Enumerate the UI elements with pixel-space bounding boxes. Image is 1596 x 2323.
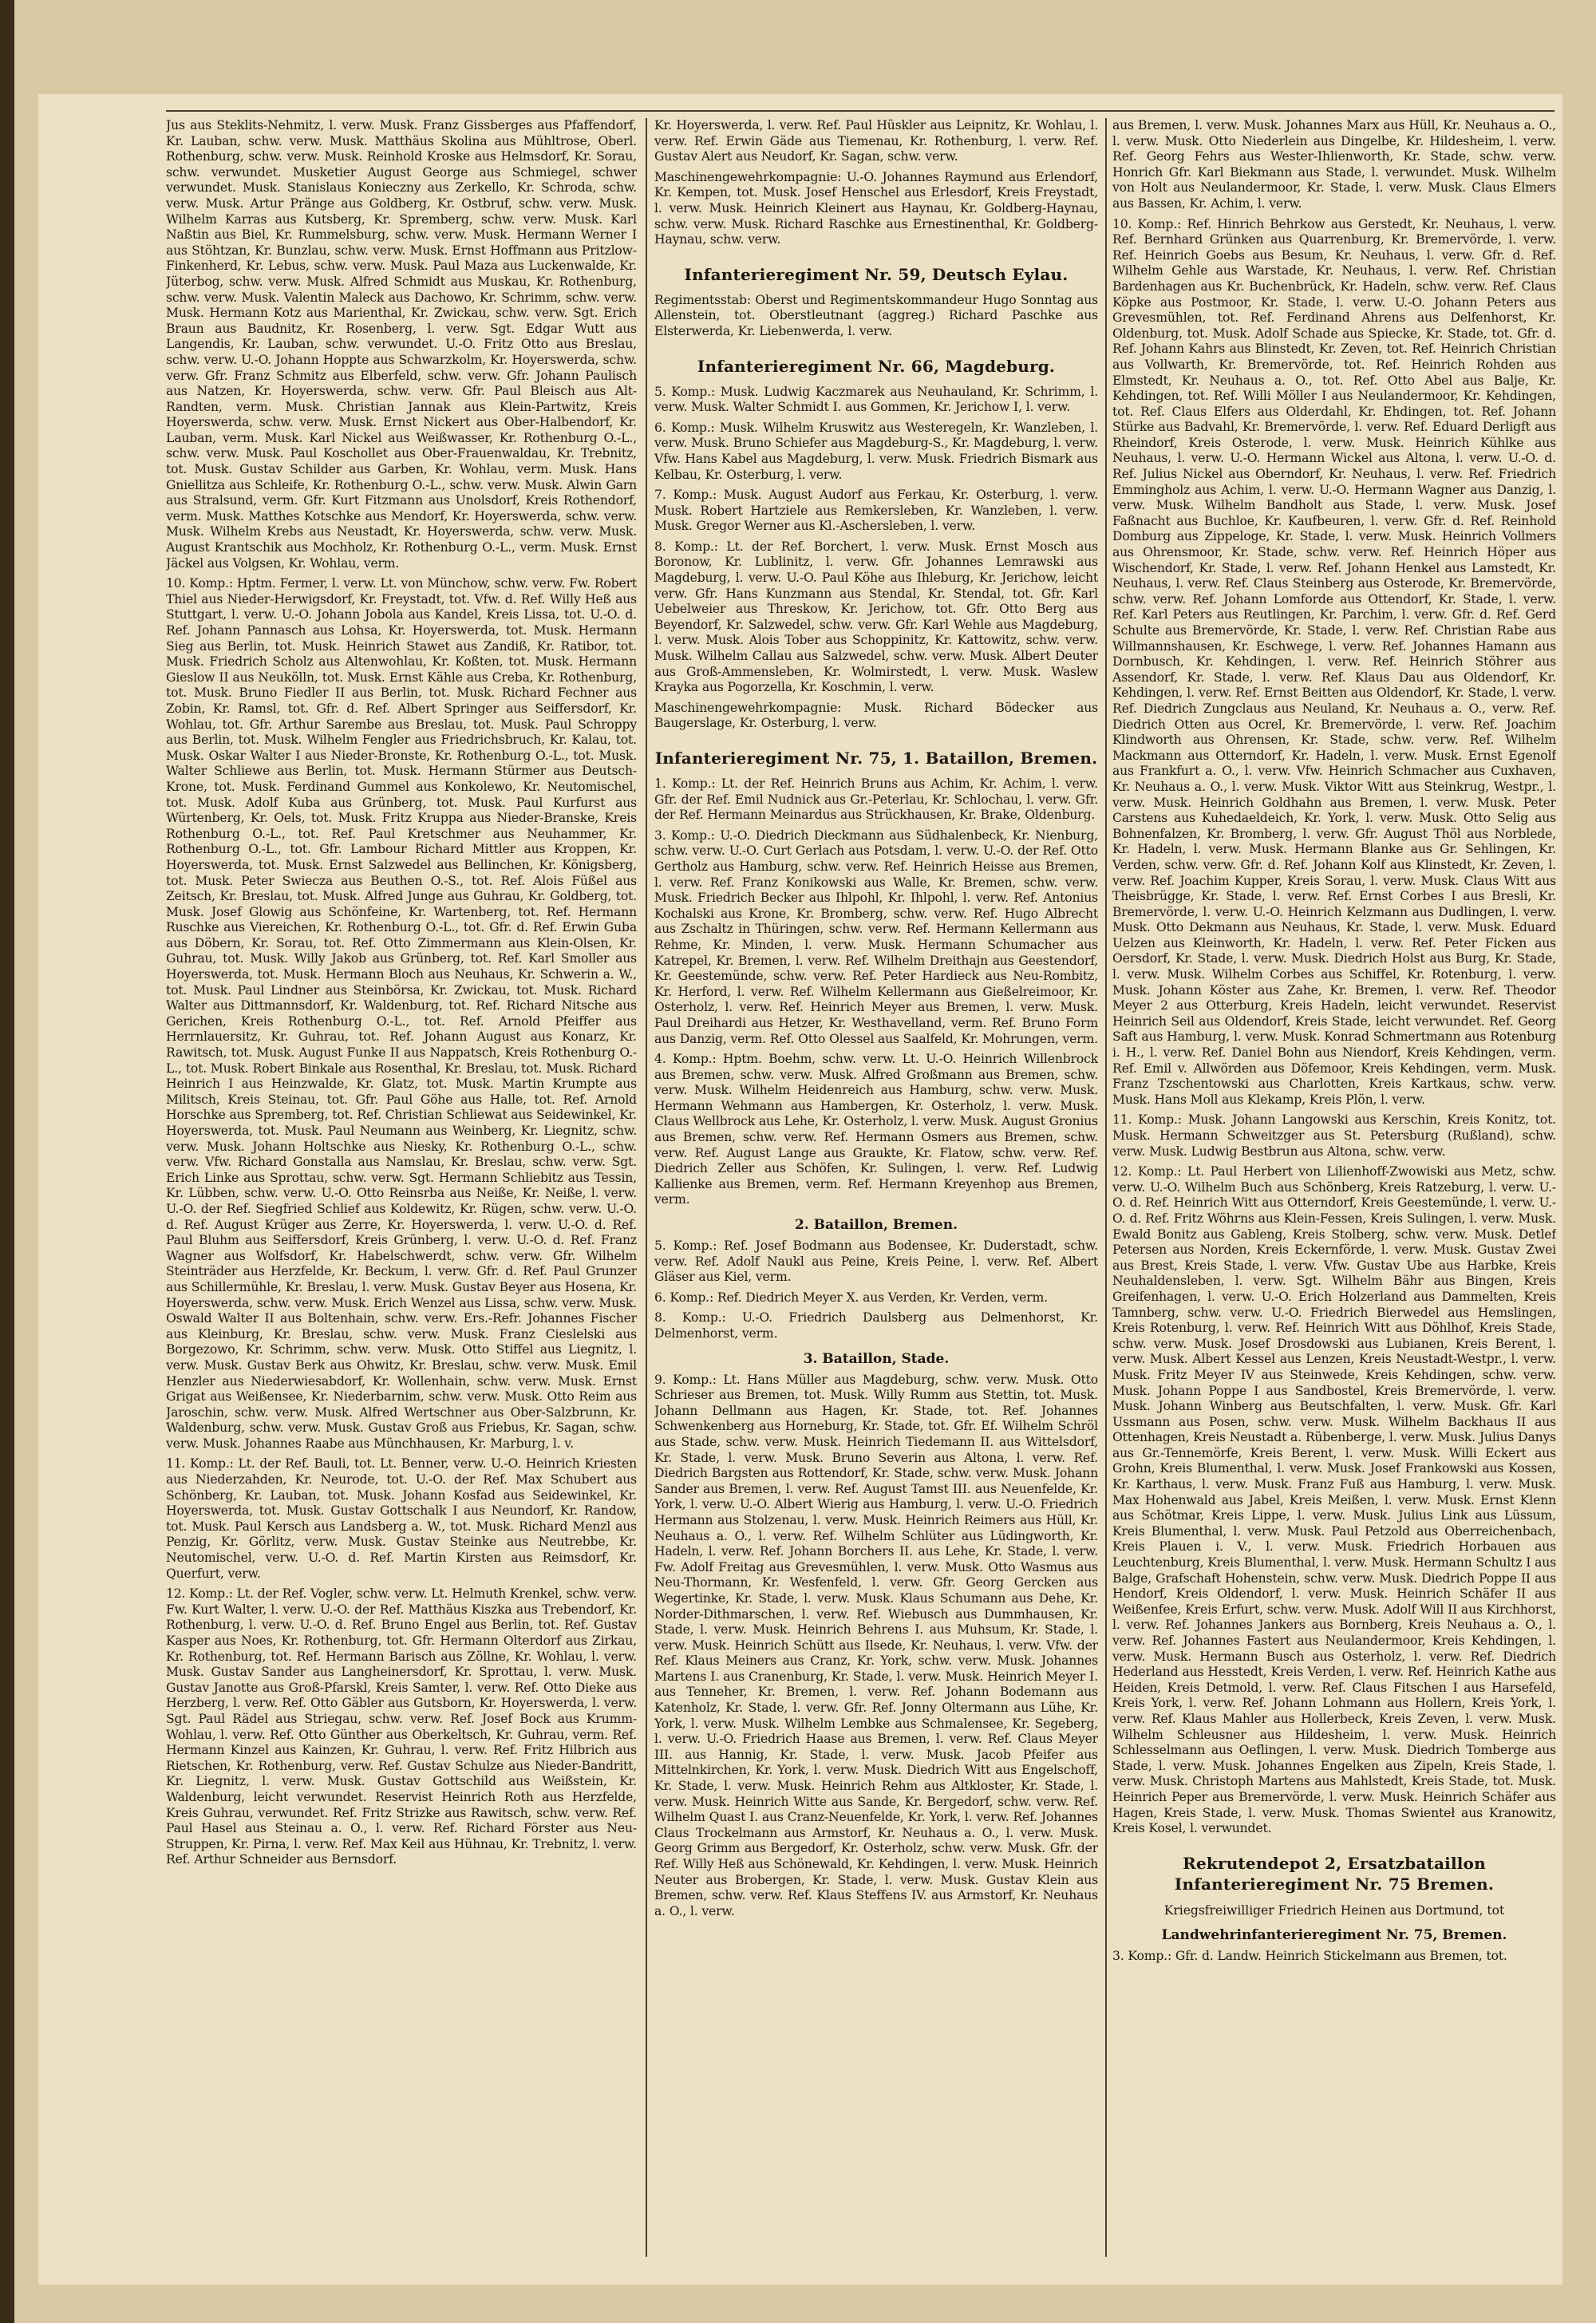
- casualty-paragraph: 11. Komp.: Lt. der Ref. Bauli, tot. Lt. Benner, verw. U.-O. Heinrich Kriesten aus Niederzahden, Kr. Neurode, tot. U.-O. der Ref. Max Schubert aus Schönberg, Kr. Lauban, tot. Musk. Johann Kosfad aus Seidewinkel, Kr. Hoyerswerda, tot. Musk. Gustav Gottschalk I aus Neundorf, Kr. Randow, tot. Musk. Paul Kersch aus Landsberg a. W., tot. Musk. Richard Menzl aus Penzig, Kr. Görlitz, verw. Musk. Gustav Steinke aus Neutrebbe, Kr. Neutomischel, verw. U.-O. d. Ref. Martin Kirsten aus Reimsdorf, Kr. Querfurt, verw.: [166, 1456, 637, 1581]
- battalion-heading-3: 3. Bataillon, Stade.: [803, 1350, 950, 1367]
- casualty-paragraph: 5. Komp.: Ref. Josef Bodmann aus Bodensee, Kr. Duderstadt, schw. verw. Ref. Adolf Naukl aus Peine, Kreis Peine, l. verw. Ref. Albert Gläser aus Kiel, verm.: [654, 1239, 1098, 1285]
- column-1: [166, 118, 637, 2273]
- casualty-paragraph: 4. Komp.: Hptm. Boehm, schw. verw. Lt. U.-O. Heinrich Willenbrock aus Bremen, schw. verw. Musk. Alfred Großmann aus Bremen, schw. verw. Musk. Wilhelm Heidenreich aus Hamburg, schw. verw. Musk. Hermann Wehmann aus Hambergen, Kr. Osterholz, l. verw. Musk. Claus Wellbrock aus Lehe, Kr. Osterholz, l. verw. Musk. August Gronius aus Bremen, schw. verw. Ref. Hermann Osmers aus Bremen, schw. verw. Ref. August Lange aus Graukte, Kr. Flatow, schw. verw. Ref. Diedrich Zeller aus Schöfen, Kr. Sulingen, l. verw. Ref. Ludwig Kallienke aus Bremen, verm. Ref. Hermann Kreyenhop aus Bremen, verm.: [654, 1052, 1098, 1207]
- depot-entry: Kriegsfreiwilliger Friedrich Heinen aus Dortmund, tot: [1163, 1902, 1505, 1918]
- casualty-paragraph: 6. Komp.: Musk. Wilhelm Kruswitz aus Westeregeln, Kr. Wanzleben, l. verw. Musk. Bruno Schiefer aus Magdeburg-S., Kr. Magdeburg, l. verw. Vfw. Hans Kabel aus Magdeburg, l. verw. Musk. Friedrich Bismark aus Kelbau, Kr. Osterburg, l. verw.: [654, 420, 1098, 482]
- casualty-paragraph: 10. Komp.: Ref. Hinrich Behrkow aus Gerstedt, Kr. Neuhaus, l. verw. Ref. Bernhard Grünken aus Quarrenburg, Kr. Bremervörde, l. verw. Ref. Heinrich Goebs aus Besum, Kr. Neuhaus, l. verw. Gfr. d. Ref. Wilhelm Gehle aus Warstade, Kr. Neuhaus, l. verw. Ref. Christian Bardenhagen aus Kr. Buchenbrück, Kr. Hadeln, schw. verw. Ref. Claus Köpke aus Postmoor, Kr. Stade, l. verw. U.-O. Johann Peters aus Grevesmühlen, tot. Ref. Ferdinand Ahrens aus Delfenhorst, Kr. Oldenburg, tot. Musk. Adolf Schade aus Spiecke, Kr. Stade, tot. Gfr. d. Ref. Johann Kahrs aus Blinstedt, Kr. Zeven, tot. Ref. Heinrich Christian aus Vollwarth, Kr. Bremervörde, tot. Ref. Heinrich Rohden aus Elmstedt, Kr. Neuhaus a. O., tot. Ref. Otto Abel aus Balje, Kr. Kehdingen, tot. Ref. Willi Möller I aus Neulandermoor, Kr. Kehdingen, tot. Ref. Claus Elfers aus Olderdahl, Kr. Ehdingen, tot. Ref. Johann Stürke aus Badvahl, Kr. Bremervörde, l. verw. Ref. Eduard Derligft aus Rheindorf, Kreis Osterode, l. verw. Musk. Heinrich Kühlke aus Neuhaus, l. verw. U.-O. Hermann Wickel aus Altona, l. verw. U.-O. d. Ref. Julius Nickel aus Oberndorf, Kr. Neuhaus, l. verw. Ref. Friedrich Emmingholz aus Achim, l. verw. U.-O. Hermann Wagner aus Danzig, l. verw. Musk. Wilhelm Bandholt aus Stade, l. verw. Musk. Josef Faßnacht aus Buchloe, Kr. Kaufbeuren, l. verw. Gfr. d. Ref. Reinhold Domburg aus Zippeloge, Kr. Stade, l. verw. Musk. Heinrich Vollmers aus Ohrensmoor, Kr. Stade, schw. verw. Ref. Heinrich Höper aus Wischendorf, Kr. Stade, l. verw. Ref. Johann Henkel aus Lamstedt, Kr. Neuhaus, l. verw. Ref. Claus Steinberg aus Osterode, Kr. Bremervörde, schw. verw. Ref. Johann Lomforde aus Ottendorf, Kr. Stade, l. verw. Ref. Karl Peters aus Reutlingen, Kr. Parchim, l. verw. Gfr. d. Ref. Gerd Schulte aus Bremervörde, Kr. Stade, l. verw. Ref. Christian Rabe aus Willmannshausen, Kr. Eschwege, l. verw. Ref. Johannes Hamann aus Dornbusch, Kr. Kehdingen, l. verw. Ref. Heinrich Stöhrer aus Assendorf, Kr. Stade, l. verw. Ref. Klaus Dau aus Oldendorf, Kr. Kehdingen, l. verw. Ref. Ernst Beitten aus Oldendorf, Kr. Stade, l. verw. Ref. Diedrich Zungclaus aus Neuland, Kr. Neuhaus a. O., verw. Ref. Diedrich Otten aus Ocrel, Kr. Bremervörde, l. verw. Ref. Joachim Klindworth aus Ohrensen, Kr. Stade, schw. verw. Ref. Wilhelm Mackmann aus Otterndorf, Kr. Hadeln, l. verw. Musk. Ernst Egenolf aus Frankfurt a. O., l. verw. Vfw. Heinrich Schmacher aus Cuxhaven, Kr. Neuhaus a. O., l. verw. Musk. Viktor Witt aus Steinkrug, Westpr., l. verw. Musk. Heinrich Goldhahn aus Bremen, l. verw. Musk. Peter Carstens aus Kuhedaeldeich, Kr. York, l. verw. Musk. Otto Selig aus Bohnenfalzen, Kr. Bromberg, l. verw. Gfr. August Thöl aus Norblede, Kr. Hadeln, l. verw. Musk. Hermann Blanke aus Gr. Sehlingen, Kr. Verden, schw. verw. Gfr. d. Ref. Johann Kolf aus Klinstedt, Kr. Zeven, l. verw. Ref. Joachim Kupper, Kreis Sorau, l. verw. Musk. Claus Witt aus Theisbrügge, Kr. Stade, l. verw. Ref. Ernst Corbes I aus Bresli, Kr. Bremervörde, l. verw. U.-O. Heinrich Kelzmann aus Dudlingen, l. verw. Musk. Otto Dekmann aus Neuhaus, Kr. Stade, l. verw. Musk. Eduard Uelzen aus Kleinworth, Kr. Hadeln, l. verw. Ref. Peter Ficken aus Oersdorf, Kr. Stade, l. verw. Musk. Diedrich Holst aus Burg, Kr. Stade, l. verw. Musk. Wilhelm Corbes aus Schiffel, Kr. Rotenburg, l. verw. Musk. Johann Köster aus Zahe, Kr. Bremen, l. verw. Ref. Theodor Meyer 2 aus Otterburg, Kreis Hadeln, leicht verwundet. Reservist Heinrich Seil aus Oldendorf, Kreis Stade, leicht verwundet. Ref. Georg Saft aus Hamburg, l. verw. Musk. Konrad Schmertmann aus Rotenburg i. H., l. verw. Ref. Daniel Bohn aus Niendorf, Kreis Kehdingen, verm. Ref. Emil v. Allwörden aus Döfemoor, Kreis Kehdingen, verm. Musk. Franz Tzschentowski aus Charlotten, Kreis Kartkaus, schw. verw. Musk. Hans Moll aus Klekamp, Kreis Plön, l. verw.: [1112, 216, 1556, 1107]
- casualty-paragraph: 11. Komp.: Musk. Johann Langowski aus Kerschin, Kreis Konitz, tot. Musk. Hermann Schweitzger aus St. Petersburg (Rußland), schw. verw. Musk. Ludwig Bestbrun aus Altona, schw. verw.: [1112, 1112, 1556, 1159]
- landwehr-heading: Landwehrinfanterieregiment Nr. 75, Bremen.: [1161, 1926, 1507, 1943]
- casualty-paragraph: aus Bremen, l. verw. Musk. Johannes Marx aus Hüll, Kr. Neuhaus a. O., l. verw. Musk. Otto Niederlein aus Dingelbe, Kr. Hildesheim, l. verw. Ref. Georg Fehrs aus Wester-Ihlienworth, Kr. Stade, schw. verw. Honrich Gfr. Karl Biekmann aus Stade, l. verwundet. Musk. Wilhelm von Holt aus Neulandermoor, Kr. Stade, l. verw. Musk. Claus Elmers aus Bassen, Kr. Achim, l. verw.: [1112, 118, 1556, 211]
- casualty-paragraph: 8. Komp.: U.-O. Friedrich Daulsberg aus Delmenhorst, Kr. Delmenhorst, verm.: [654, 1310, 1098, 1341]
- casualty-paragraph: 7. Komp.: Musk. August Audorf aus Ferkau, Kr. Osterburg, l. verw. Musk. Robert Hartziele aus Remkersleben, Kr. Wanzleben, l. verw. Musk. Gregor Werner aus Kl.-Aschersleben, l. verw.: [654, 488, 1098, 534]
- landwehr-entry: 3. Komp.: Gfr. d. Landw. Heinrich Stickelmann aus Bremen, tot.: [1112, 1948, 1507, 1963]
- regiment-heading-59: Infanterieregiment Nr. 59, Deutsch Eylau.: [684, 264, 1069, 284]
- casualty-paragraph: 5. Komp.: Musk. Ludwig Kaczmarek aus Neuhauland, Kr. Schrimm, l. verw. Musk. Walter Schmidt I. aus Gommen, Kr. Jerichow I, l. verw.: [654, 384, 1098, 415]
- newspaper-page: [38, 94, 1562, 2285]
- column-3: [1112, 118, 1556, 2281]
- casualty-paragraph: 8. Komp.: Lt. der Ref. Borchert, l. verw. Musk. Ernst Mosch aus Boronow, Kr. Lublinitz, l. verw. Gfr. Johannes Lemrawski aus Magdeburg, l. verw. U.-O. Paul Köhe aus Ihleburg, Kr. Jerichow, leicht verw. Gfr. Hans Kunzmann aus Stendal, Kr. Stendal, tot. Gfr. Karl Uebelweier aus Threskow, Kr. Jerichow, tot. Gfr. Otto Berg aus Beyendorf, Kr. Salzwedel, schw. verw. Gfr. Karl Wehle aus Magdeburg, l. verw. Musk. Alois Tober aus Schoppinitz, Kr. Kattowitz, schw. verw. Musk. Wilhelm Callau aus Salzwedel, schw. verw. Musk. Albert Deuter aus Groß-Ammensleben, Kr. Wolmirstedt, l. verw. Musk. Waslew Krayka aus Pogorzella, Kr. Koschmin, l. verw.: [654, 539, 1098, 695]
- battalion-heading-2: 2. Bataillon, Bremen.: [794, 1217, 958, 1234]
- casualty-paragraph: Regimentsstab: Oberst und Regimentskommandeur Hugo Sonntag aus Allenstein, tot. Oberstleutnant (aggreg.) Richard Paschke aus Elsterwerda, Kr. Liebenwerda, l. verw.: [654, 292, 1098, 338]
- casualty-paragraph: Jus aus Steklits-Nehmitz, l. verw. Musk. Franz Gissberges aus Pfaffendorf, Kr. Lauban, schw. verw. Musk. Matthäus Skolina aus Mühltrose, Oberl. Rothenburg, schw. verw. Musk. Reinhold Kroske aus Helmsdorf, Kr. Sorau, schw. verwundet. Musketier August George aus Schmiegel, schwer verwundet. Musk. Stanislaus Konieczny aus Zerkello, Kr. Schroda, schw. verw. Musk. Artur Pränge aus Goldberg, Kr. Ostbruf, schw. verw. Musk. Wilhelm Karras aus Kutsberg, Kr. Spremberg, schw. verw. Musk. Karl Naßtin aus Biel, Kr. Rummelsburg, schw. verw. Musk. Hermann Werner I aus Stöhtzan, Kr. Bunzlau, schw. verw. Musk. Ernst Hoffmann aus Pritzlow-Finkenherd, Kr. Lebus, schw. verw. Musk. Paul Maza aus Luckenwalde, Kr. Jüterbog, schw. verw. Musk. Alfred Schmidt aus Muskau, Kr. Rothenburg, schw. verw. Musk. Valentin Maleck aus Dachowo, Kr. Schrimm, schw. verw. Musk. Hermann Kotz aus Marienthal, Kr. Zwickau, schw. verw. Sgt. Erich Braun aus Baudnitz, Kr. Rosenberg, l. verw. Sgt. Edgar Wutt aus Langendis, Kr. Lauban, schw. verwundet. U.-O. Fritz Otto aus Breslau, schw. verw. U.-O. Johann Hoppte aus Schwarzkolm, Kr. Hoyerswerda, schw. verw. Gfr. Franz Schmitz aus Elberfeld, schw. verw. Gfr. Johann Paulisch aus Natzen, Kr. Hoyerswerda, schw. verw. Gfr. Paul Bleisch aus Alt-Randten, verm. Musk. Christian Jannak aus Klein-Partwitz, Kreis Hoyerswerda, schw. verw. Musk. Ernst Nickert aus Ober-Halbendorf, Kr. Lauban, verm. Musk. Karl Nickel aus Weißwasser, Kr. Rothenburg O.-L., schw. verw. Musk. Paul Koschollet aus Ober-Frauenwaldau, Kr. Trebnitz, tot. Musk. Gustav Schilder aus Garben, Kr. Wohlau, verm. Musk. Hans Gniellitza aus Schleife, Kr. Rothenburg O.-L., schw. verw. Musk. Alwin Garn aus Stralsund, verm. Gfr. Kurt Fitzmann aus Unolsdorf, Kreis Rothendorf, verm. Musk. Matthes Kotschke aus Mendorf, Kr. Hoyerswerda, schw. verw. Musk. Wilhelm Krebs aus Neustadt, Kr. Hoyerswerda, schw. verw. Musk. August Krantschik aus Mochholz, Kr. Rothenburg O.-L., verm. Musk. Ernst Jäckel aus Volgsen, Kr. Wohlau, verm.: [166, 118, 637, 571]
- column-2: [654, 118, 1098, 2273]
- casualty-paragraph: 3. Komp.: U.-O. Diedrich Dieckmann aus Südhalenbeck, Kr. Nienburg, schw. verw. U.-O. Curt Gerlach aus Potsdam, l. verw. U.-O. der Ref. Otto Gertholz aus Hamburg, schw. verw. Ref. Heinrich Heisse aus Bremen, l. verw. Ref. Franz Konikowski aus Walle, Kr. Bremen, schw. verw. Musk. Friedrich Becker aus Ihlpohl, Kr. Ihlpohl, l. verw. Ref. Antonius Kochalski aus Krone, Kr. Bromberg, schw. verw. Ref. Hugo Albrecht aus Zschaltz in Thüringen, schw. verw. Ref. Hermann Kellermann aus Rehme, Kr. Minden, l. verw. Musk. Hermann Schumacher aus Katrepel, Kr. Bremen, l. verw. Ref. Wilhelm Dreithajn aus Geestendorf, Kr. Geestemünde, schw. verw. Ref. Peter Hardieck aus Neu-Rombitz, Kr. Herford, l. verw. Ref. Wilhelm Kellermann aus Gießelreimoor, Kr. Osterholz, l. verw. Ref. Heinrich Meyer aus Bremen, l. verw. Musk. Paul Dreihardi aus Hetzer, Kr. Westhavelland, verm. Ref. Bruno Form aus Danzig, verm. Ref. Otto Olessel aus Saalfeld, Kr. Mohrungen, verm.: [654, 828, 1098, 1046]
- top-rule: [166, 110, 1555, 112]
- column-rule-2: [1105, 118, 1107, 2257]
- column-rule-1: [646, 118, 647, 2257]
- depot-heading: Rekrutendepot 2, Ersatzbataillon Infanterieregiment Nr. 75 Bremen.: [1174, 1853, 1495, 1894]
- regiment-heading-75: Infanterieregiment Nr. 75, 1. Bataillon, Bremen.: [654, 749, 1098, 768]
- casualty-paragraph: Kr. Hoyerswerda, l. verw. Ref. Paul Hüskler aus Leipnitz, Kr. Wohlau, l. verw. Ref. Erwin Gäde aus Tiemenau, Kr. Rothenburg, l. verw. Ref. Gustav Alert aus Neudorf, Kr. Sagan, schw. verw.: [654, 118, 1098, 164]
- casualty-paragraph: 6. Komp.: Ref. Diedrich Meyer X. aus Verden, Kr. Verden, verm.: [654, 1290, 1048, 1305]
- casualty-paragraph: 10. Komp.: Hptm. Fermer, l. verw. Lt. von Münchow, schw. verw. Fw. Robert Thiel aus Nieder-Herwigsdorf, Kr. Freystadt, tot. Vfw. d. Ref. Willy Heß aus Stuttgart, l. verw. U.-O. Johann Jobola aus Kandel, Kreis Lissa, tot. U.-O. d. Ref. Johann Pannasch aus Lohsa, Kr. Hoyerswerda, tot. Musk. Hermann Sieg aus Berlin, tot. Musk. Heinrich Stawet aus Zandiß, Kr. Ratibor, tot. Musk. Friedrich Scholz aus Altenwohlau, Kr. Koßten, tot. Musk. Hermann Gieslow II aus Neukölln, tot. Musk. Ernst Kähle aus Creba, Kr. Rothenburg, tot. Musk. Bruno Fiedler II aus Berlin, tot. Musk. Richard Fechner aus Zobin, Kr. Ramsl, tot. Gfr. d. Ref. Albert Springer aus Seiffersdorf, Kr. Wohlau, tot. Gfr. Arthur Sarembe aus Breslau, tot. Musk. Paul Schroppy aus Berlin, tot. Musk. Wilhelm Fengler aus Friedrichsbruch, Kr. Kalau, tot. Musk. Oskar Walter I aus Nieder-Bronste, Kr. Rothenburg O.-L., tot. Musk. Walter Schliewe aus Berlin, tot. Musk. Hermann Stürmer aus Deutsch-Krone, tot. Musk. Ferdinand Gummel aus Konkolewo, Kr. Neutomischel, tot. Musk. Adolf Kuba aus Grünberg, tot. Musk. Paul Kurfurst aus Würtenberg, Kr. Oels, tot. Musk. Fritz Kruppa aus Nieder-Branske, Kreis Rothenburg O.-L., tot. Ref. Paul Kretschmer aus Neuhammer, Kr. Rothenburg O.-L., tot. Gfr. Lambour Richard Mittler aus Kroppen, Kr. Hoyerswerda, tot. Musk. Ernst Salzwedel aus Bellinchen, Kr. Königsberg, tot. Musk. Peter Swiecza aus Beuthen O.-S., tot. Ref. Alois Füßel aus Zeitsch, Kr. Breslau, tot. Musk. Alfred Junge aus Guhrau, Kr. Goldberg, tot. Musk. Josef Glowig aus Schönfeine, Kr. Wartenberg, tot. Ref. Hermann Ruschke aus Viereichen, Kr. Rothenburg O.-L., tot. Gfr. d. Ref. Erwin Guba aus Döbern, Kr. Sorau, tot. Ref. Otto Zimmermann aus Klein-Olsen, Kr. Guhrau, tot. Musk. Willy Jakob aus Grünberg, tot. Ref. Karl Smoller aus Hoyerswerda, tot. Musk. Hermann Bloch aus Neuhaus, Kr. Schwerin a. W., tot. Musk. Paul Lindner aus Steinbörsa, Kr. Zwickau, tot. Musk. Richard Walter aus Dittmannsdorf, Kr. Waldenburg, tot. Ref. Richard Nitsche aus Gerichen, Kreis Rothenburg O.-L., tot. Ref. Arnold Pfeiffer aus Herrnlauersitz, Kr. Guhrau, tot. Ref. Johann August aus Konarz, Kr. Rawitsch, tot. Musk. August Funke II aus Nappatsch, Kreis Rothenburg O.-L., tot. Musk. Robert Binkale aus Rosenthal, Kr. Breslau, tot. Musk. Richard Heinrich I aus Heinzwalde, Kr. Glatz, tot. Musk. Martin Krumpte aus Militsch, Kreis Steinau, tot. Gfr. Paul Göhe aus Halle, tot. Ref. Arnold Horschke aus Spremberg, tot. Ref. Christian Schliewat aus Seidewinkel, Kr. Hoyerswerda, tot. Musk. Paul Neumann aus Weinberg, Kr. Liegnitz, schw. verw. Musk. Johann Holtschke aus Niesky, Kr. Rothenburg O.-L., schw. verw. Vfw. Richard Gonstalla aus Namslau, Kr. Breslau, schw. verw. Sgt. Erich Linke aus Sprottau, schw. verw. Sgt. Hermann Schliebitz aus Tessin, Kr. Lübben, schw. verw. U.-O. Otto Reinsrba aus Neiße, Kr. Neiße, l. verw. U.-O. der Ref. Siegfried Schlief aus Koldewitz, Kr. Rügen, schw. verw. U.-O. d. Ref. August Krüger aus Zerre, Kr. Hoyerswerda, l. verw. U.-O. d. Ref. Paul Bluhm aus Seiffersdorf, Kreis Grünberg, l. verw. U.-O. d. Ref. Franz Wagner aus Wolfsdorf, Kr. Habelschwerdt, schw. verw. Gfr. Wilhelm Steinträder aus Herzfelde, Kr. Beckum, l. verw. Gfr. d. Ref. Paul Grunzer aus Schillermühle, Kr. Breslau, l. verw. Musk. Gustav Beyer aus Hosena, Kr. Hoyerswerda, schw. verw. Musk. Erich Wenzel aus Lissa, schw. verw. Musk. Oswald Walter II aus Boltenhain, schw. verw. Ers.-Refr. Johannes Fischer aus Kleinburg, Kr. Breslau, schw. verw. Musk. Franz Cieslelski aus Borgezowo, Kr. Schrimm, schw. verw. Musk. Otto Stiffel aus Liegnitz, l. verw. Musk. Gustav Berk aus Ohwitz, Kr. Breslau, schw. verw. Musk. Emil Henzler aus Niederwiesabdorf, Kr. Wollenhain, schw. verw. Musk. Ernst Grigat aus Weißensee, Kr. Niederbarnim, schw. verw. Musk. Otto Reim aus Jaroschin, schw. verw. Musk. Alfred Wertschner aus Ober-Salzbrunn, Kr. Waldenburg, schw. verw. Musk. Gustav Groß aus Friebus, Kr. Sagan, schw. verw. Musk. Johannes Raabe aus Münchhausen, Kr. Marburg, l. v.: [166, 576, 637, 1451]
- casualty-paragraph: Maschinengewehrkompagnie: U.-O. Johannes Raymund aus Erlendorf, Kr. Kempen, tot. Musk. Josef Henschel aus Erlesdorf, Kreis Freystadt, l. verw. Musk. Heinrich Kleinert aus Haynau, Kr. Goldberg-Haynau, schw. verw. Musk. Richard Raschke aus Ernestinenthal, Kr. Goldberg-Haynau, schw. verw.: [654, 169, 1098, 247]
- casualty-paragraph: 9. Komp.: Lt. Hans Müller aus Magdeburg, schw. verw. Musk. Otto Schrieser aus Bremen, tot. Musk. Willy Rumm aus Stettin, tot. Musk. Johann Dellmann aus Hagen, Kr. Stade, tot. Ref. Johannes Schwenkenberg aus Horneburg, Kr. Stade, tot. Gfr. Ef. Wilhelm Schröl aus Stade, schw. verw. Musk. Heinrich Tiedemann II. aus Wittelsdorf, Kr. Stade, l. verw. Musk. Bruno Severin aus Altona, l. verw. Ref. Diedrich Bargsten aus Rottendorf, Kr. Stade, schw. verw. Musk. Johann Sander aus Bremen, l. verw. Ref. August Tamst III. aus Neuenfelde, Kr. York, l. verw. U.-O. Albert Wierig aus Hamburg, l. verw. U.-O. Friedrich Hermann aus Stolzenau, l. verw. Musk. Heinrich Reimers aus Hüll, Kr. Neuhaus a. O., l. verw. Ref. Wilhelm Schlüter aus Lüdingworth, Kr. Hadeln, l. verw. Ref. Johann Borchers II. aus Lehe, Kr. Stade, l. verw. Fw. Adolf Freitag aus Grevesmühlen, l. verw. Musk. Otto Wasmus aus Neu-Thormann, Kr. Wesfenfeld, l. verw. Gfr. Georg Gercken aus Wegertinke, Kr. Stade, l. verw. Musk. Klaus Schumann aus Dehe, Kr. Norder-Dithmarschen, l. verw. Ref. Wiebusch aus Dummhausen, Kr. Stade, l. verw. Musk. Heinrich Behrens I. aus Muhsum, Kr. Stade, l. verw. Musk. Heinrich Schütt aus Ilsede, Kr. Neuhaus, l. verw. Vfw. der Ref. Klaus Meiners aus Cranz, Kr. York, schw. verw. Musk. Johannes Martens I. aus Cranenburg, Kr. Stade, l. verw. Musk. Heinrich Meyer I. aus Tenneher, Kr. Bremen, l. verw. Ref. Johann Bodemann aus Katenholz, Kr. Stade, l. verw. Gfr. Ref. Jonny Oltermann aus Lühe, Kr. York, l. verw. Musk. Wilhelm Lembke aus Schmalensee, Kr. Segeberg, l. verw. U.-O. Friedrich Haase aus Bremen, l. verw. Ref. Claus Meyer III. aus Hannig, Kr. Stade, l. verw. Musk. Jacob Pfeifer aus Mittelnkirchen, Kr. York, l. verw. Musk. Diedrich Witt aus Engelschoff, Kr. Stade, l. verw. Musk. Heinrich Rehm aus Altkloster, Kr. Stade, l. verw. Musk. Heinrich Witte aus Sande, Kr. Bergedorf, schw. verw. Ref. Wilhelm Quast I. aus Cranz-Neuenfelde, Kr. York, l. verw. Ref. Johannes Claus Trockelmann aus Armstorf, Kr. Neuhaus a. O., l. verw. Musk. Georg Grimm aus Bergedorf, Kr. Osterholz, schw. verw. Musk. Gfr. der Ref. Willy Heß aus Schönewald, Kr. Kehdingen, l. verw. Musk. Heinrich Neuter aus Brobergen, Kr. Stade, l. verw. Musk. Gustav Klein aus Bremen, schw. verw. Ref. Klaus Steffens IV. aus Armstorf, Kr. Neuhaus a. O., l. verw.: [654, 1372, 1098, 1918]
- page-fold-shadow: [0, 0, 14, 2323]
- casualty-paragraph: 12. Komp.: Lt. Paul Herbert von Lilienhoff-Zwowiski aus Metz, schw. verw. U.-O. Wilhelm Buch aus Schönberg, Kreis Ratzeburg, l. verw. U.-O. d. Ref. Heinrich Witt aus Otterndorf, Kreis Geestemünde, l. verw. U.-O. d. Ref. Fritz Wöhrns aus Klein-Fessen, Kreis Sulingen, l. verw. Musk. Ewald Bonitz aus Gableng, Kreis Stolberg, schw. verw. Musk. Detlef Petersen aus Norden, Kreis Eckernförde, l. verw. Musk. Gustav Zwei aus Brest, Kreis Stade, l. verw. Vfw. Gustav Ube aus Harbke, Kreis Neuhaldensleben, l. verw. Sgt. Wilhelm Bähr aus Bingen, Kreis Greifenhagen, l. verw. U.-O. Erich Holzerland aus Dammelten, Kreis Tamnberg, schw. verw. U.-O. Friedrich Bierwedel aus Hemslingen, Kreis Rotenburg, l. verw. Ref. Heinrich Witt aus Döhlhof, Kreis Stade, schw. verw. Musk. Josef Drosdowski aus Lubianen, Kreis Berent, l. verw. Musk. Albert Kessel aus Lenzen, Kreis Neustadt-Westpr., l. verw. Musk. Fritz Meyer IV aus Steinwede, Kreis Kehdingen, schw. verw. Musk. Johann Poppe I aus Sandbostel, Kreis Bremervörde, l. verw. Musk. Johann Winberg aus Beutschfalten, l. verw. Musk. Gfr. Karl Ussmann aus Posen, schw. verw. Musk. Wilhelm Backhaus II aus Ottenhagen, Kreis Neustadt a. Rübenberge, l. verw. Musk. Julius Danys aus Gr.-Tennemörfe, Kreis Berent, l. verw. Musk. Willi Eckert aus Grohn, Kreis Blumenthal, l. verw. Musk. Josef Frankowski aus Kossen, Kr. Karthaus, l. verw. Musk. Franz Fuß aus Hamburg, l. verw. Musk. Max Hohenwald aus Jabel, Kreis Meißen, l. verw. Musk. Ernst Klenn aus Schötmar, Kreis Lippe, l. verw. Musk. Julius Link aus Lüssum, Kreis Blumenthal, l. verw. Musk. Paul Petzold aus Oberreichenbach, Kreis Plauen i. V., l. verw. Musk. Friedrich Horbauen aus Leuchtenburg, Kreis Blumenthal, l. verw. Musk. Hermann Schultz I aus Balge, Grafschaft Hohenstein, schw. verw. Musk. Diedrich Poppe II aus Hendorf, Kreis Oldendorf, l. verw. Musk. Heinrich Schäfer II aus Weißenfee, Kreis Erfurt, schw. verw. Musk. Adolf Will II aus Kirchhorst, l. verw. Ref. Johannes Jankers aus Bornberg, Kreis Neuhaus a. O., l. verw. Ref. Johannes Fastert aus Neulandermoor, Kreis Kehdingen, l. verw. Musk. Hermann Busch aus Osterholz, l. verw. Ref. Diedrich Hederland aus Hesstedt, Kreis Verden, l. verw. Ref. Heinrich Kathe aus Heiden, Kreis Detmold, l. verw. Ref. Claus Fitschen I aus Harsefeld, Kreis York, l. verw. Ref. Johann Lohmann aus Hollern, Kreis York, l. verw. Ref. Klaus Mahler aus Hollerbeck, Kreis Zeven, l. verw. Musk. Wilhelm Schleusner aus Hildesheim, l. verw. Musk. Heinrich Schlesselmann aus Oeflingen, l. verw. Musk. Diedrich Tomberge aus Stade, l. verw. Musk. Johannes Engelken aus Zipeln, Kreis Stade, l. verw. Musk. Christoph Martens aus Mahlstedt, Kreis Stade, tot. Musk. Heinrich Peper aus Bremervörde, l. verw. Musk. Heinrich Schäfer aus Hagen, Kreis Stade, l. verw. Musk. Thomas Swienteł aus Kranowitz, Kreis Kosel, l. verwundet.: [1112, 1164, 1556, 1836]
- casualty-paragraph: Maschinengewehrkompagnie: Musk. Richard Bödecker aus Baugerslage, Kr. Osterburg, l. verw.: [654, 700, 1098, 731]
- casualty-paragraph: 1. Komp.: Lt. der Ref. Heinrich Bruns aus Achim, Kr. Achim, l. verw. Gfr. der Ref. Emil Nudnick aus Gr.-Peterlau, Kr. Schlochau, l. verw. Gfr. der Ref. Hermann Meinardus aus Strückhausen, Kr. Brake, Oldenburg.: [654, 776, 1098, 823]
- casualty-paragraph: 12. Komp.: Lt. der Ref. Vogler, schw. verw. Lt. Helmuth Krenkel, schw. verw. Fw. Kurt Walter, l. verw. U.-O. der Ref. Matthäus Kiszka aus Trebendorf, Kr. Rothenburg, l. verw. U.-O. d. Ref. Bruno Engel aus Berlin, tot. Ref. Gustav Kasper aus Noes, Kr. Rothenburg, tot. Gfr. Hermann Olterdorf aus Zirkau, Kr. Rothenburg, tot. Ref. Hermann Barisch aus Zöllne, Kr. Wohlau, l. verw. Musk. Gustav Sander aus Langheinersdorf, Kr. Sprottau, l. verw. Musk. Gustav Janotte aus Groß-Pfarskl, Kreis Samter, l. verw. Ref. Otto Dieke aus Herzberg, l. verw. Ref. Otto Gäbler aus Gutsborn, Kr. Hoyerswerda, l. verw. Sgt. Paul Rädel aus Striegau, schw. verw. Ref. Josef Bock aus Krumm-Wohlau, l. verw. Ref. Otto Günther aus Oberkeltsch, Kr. Guhrau, verm. Ref. Hermann Kinzel aus Kainzen, Kr. Guhrau, l. verw. Ref. Fritz Hilbrich aus Rietschen, Kr. Rothenburg, verw. Ref. Gustav Schulze aus Nieder-Bandritt, Kr. Liegnitz, l. verw. Musk. Gustav Gottschild aus Weißstein, Kr. Waldenburg, leicht verwundet. Reservist Heinrich Roth aus Herzfelde, Kreis Guhrau, verwundet. Ref. Fritz Strizke aus Rawitsch, schw. verw. Ref. Paul Hasel aus Steinau a. O., l. verw. Ref. Richard Förster aus Neu-Struppen, Kr. Pirna, l. verw. Ref. Max Keil aus Hühnau, Kr. Trebnitz, l. verw. Ref. Arthur Schneider aus Bernsdorf.: [166, 1586, 637, 1867]
- regiment-heading-66: Infanterieregiment Nr. 66, Magdeburg.: [697, 356, 1056, 376]
